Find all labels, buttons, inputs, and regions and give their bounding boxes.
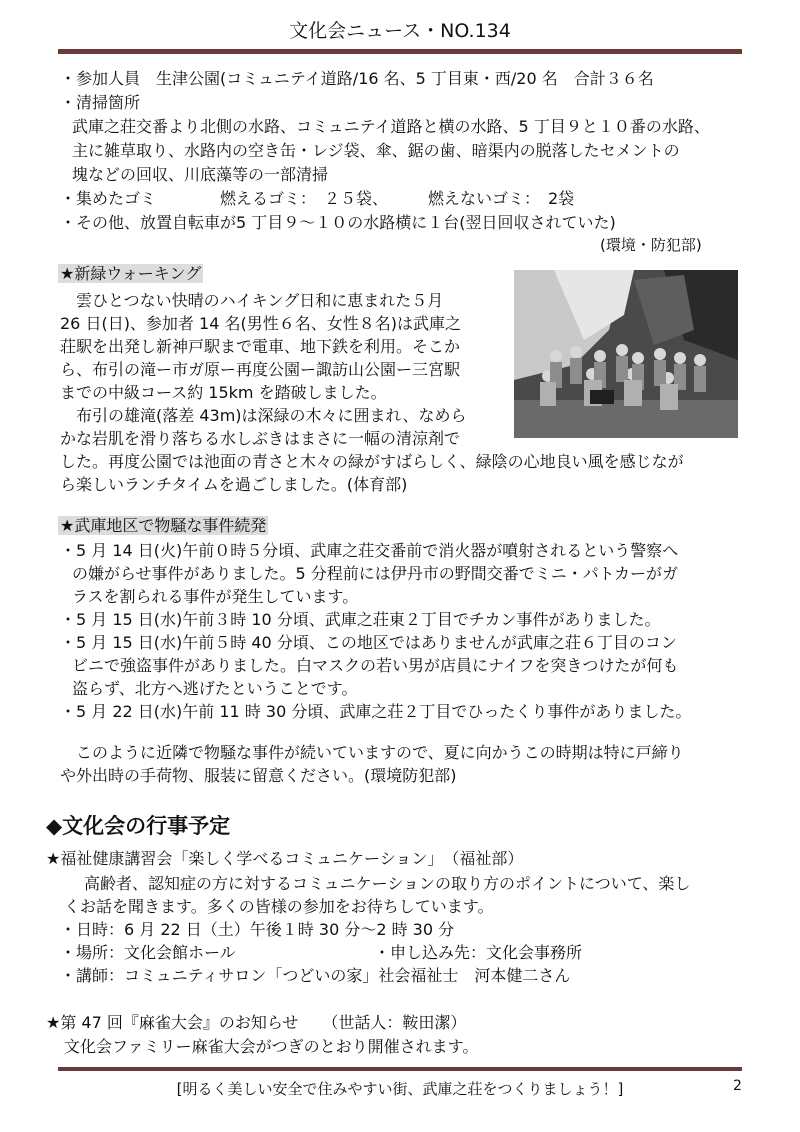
- events-heading: ◆文化会の行事予定: [46, 814, 231, 838]
- cleanup-other: ・その他、放置自転車が5 丁目９～１０の水路横に１台(翌日回収されていた): [60, 213, 616, 232]
- page-number: 2: [733, 1078, 742, 1094]
- cleanup-places-line: 主に雑草取り、水路内の空き缶・レジ袋、傘、鋸の歯、暗渠内の脱落したセメントの: [72, 141, 680, 160]
- cleanup-garbage: ・集めたゴミ 燃えるゴミ： ２５袋、 燃えないゴミ： 2袋: [60, 189, 575, 208]
- welfare-line: 高齢者、認知症の方に対するコミュニケーションの取り方のポイントについて、楽し: [84, 874, 691, 893]
- walking-line: ら、布引の滝ー市ガ原ー再度公園ー諏訪山公園ー三宮駅: [60, 360, 461, 379]
- welfare-date: ・日時：6 月 22 日（土）午後１時 30 分～2 時 30 分: [60, 920, 455, 939]
- incident-line: ・5 月 22 日(水)午前 11 時 30 分頃、武庫之荘２丁目でひったくり事件がありました。: [60, 702, 692, 721]
- header-rule: [58, 49, 742, 54]
- walking-line: 26 日(日)、参加者 14 名(男性６名、女性８名)は武庫之: [60, 314, 461, 333]
- footer-slogan: [明るく美しい安全で住みやすい街、武庫之荘をつくりましょう！]: [176, 1080, 624, 1098]
- incidents-heading: ★武庫地区で物騒な事件続発: [60, 516, 267, 535]
- walking-line: までの中級コース約 15km を踏破しました。: [60, 383, 387, 402]
- welfare-line: くお話を聞きます。多くの皆様の参加をお待ちしています。: [64, 897, 494, 916]
- incident-line: ビニで強盗事件がありました。白マスクの若い男が店員にナイフを突きつけたが何も: [72, 656, 679, 675]
- hiking-group-photo: [514, 270, 738, 438]
- incident-line: ・5 月 15 日(水)午前３時 10 分頃、武庫之荘東２丁目でチカン事件がありました。: [60, 610, 661, 629]
- walking-heading: ★新緑ウォーキング: [60, 264, 202, 283]
- walking-line: 布引の雄滝(落差 43m)は深緑の木々に囲まれ、なめら: [76, 406, 467, 425]
- cleanup-places-line: 塊などの回収、川底藻等の一部清掃: [72, 165, 329, 184]
- welfare-application: ・申し込み先：文化会事務所: [374, 943, 583, 962]
- cleanup-places-line: 武庫之荘交番より北側の水路、コミュニテイ道路と横の水路、5 丁目９と１０番の水路、: [72, 117, 710, 136]
- walking-line: 雲ひとつない快晴のハイキング日和に恵まれた５月: [76, 291, 444, 310]
- mahjong-title: ★第 47 回『麻雀大会』のお知らせ （世話人：鞍田潔）: [46, 1013, 467, 1032]
- incident-line: ラスを割られる事件が発生しています。: [72, 587, 359, 606]
- mahjong-line: 文化会ファミリー麻雀大会がつぎのとおり開催されます。: [64, 1037, 479, 1056]
- walking-line: かな岩肌を滑り落ちる水しぶきはまさに一幅の清涼剤で: [60, 429, 461, 448]
- page-title: 文化会ニュース・NO.134: [289, 20, 511, 42]
- welfare-place: ・場所：文化会館ホール: [60, 943, 236, 962]
- cleanup-credit: (環境・防犯部): [600, 236, 702, 254]
- incident-advice: このように近隣で物騒な事件が続いていますので、夏に向かうこの時期は特に戸締り: [76, 743, 684, 762]
- incident-line: 盗らず、北方へ逃げたということです。: [72, 679, 358, 698]
- cleanup-participants: ・参加人員 生津公園(コミュニテイ道路/16 名、5 丁目東・西/20 名 合計３６名: [60, 69, 654, 88]
- walking-line: ら楽しいランチタイムを過ごしました。(体育部): [60, 475, 408, 494]
- incident-line: の嫌がらせ事件がありました。5 分程前には伊丹市の野間交番でミニ・パトカーがガ: [72, 564, 678, 583]
- walking-line: した。再度公園では池面の青さと木々の緑がすばらしく、緑陰の心地良い風を感じなが: [60, 452, 684, 471]
- incident-advice: や外出時の手荷物、服装に留意ください。(環境防犯部): [60, 766, 457, 785]
- welfare-title: ★福祉健康講習会「楽しく学べるコミュニケーション」 （福祉部）: [46, 849, 524, 868]
- incident-line: ・5 月 14 日(火)午前０時５分頃、武庫之荘交番前で消火器が噴射されるという警察へ: [60, 541, 679, 560]
- footer-rule: [58, 1067, 742, 1071]
- cleanup-places-label: ・清掃箇所: [60, 93, 141, 112]
- welfare-lecturer: ・講師：コミュニティサロン「つどいの家」社会福祉士 河本健二さん: [60, 966, 571, 985]
- walking-line: 荘駅を出発し新神戸駅まで電車、地下鉄を利用。そこか: [60, 337, 461, 356]
- incident-line: ・5 月 15 日(水)午前５時 40 分頃、この地区ではありませんが武庫之荘６丁目のコン: [60, 633, 677, 652]
